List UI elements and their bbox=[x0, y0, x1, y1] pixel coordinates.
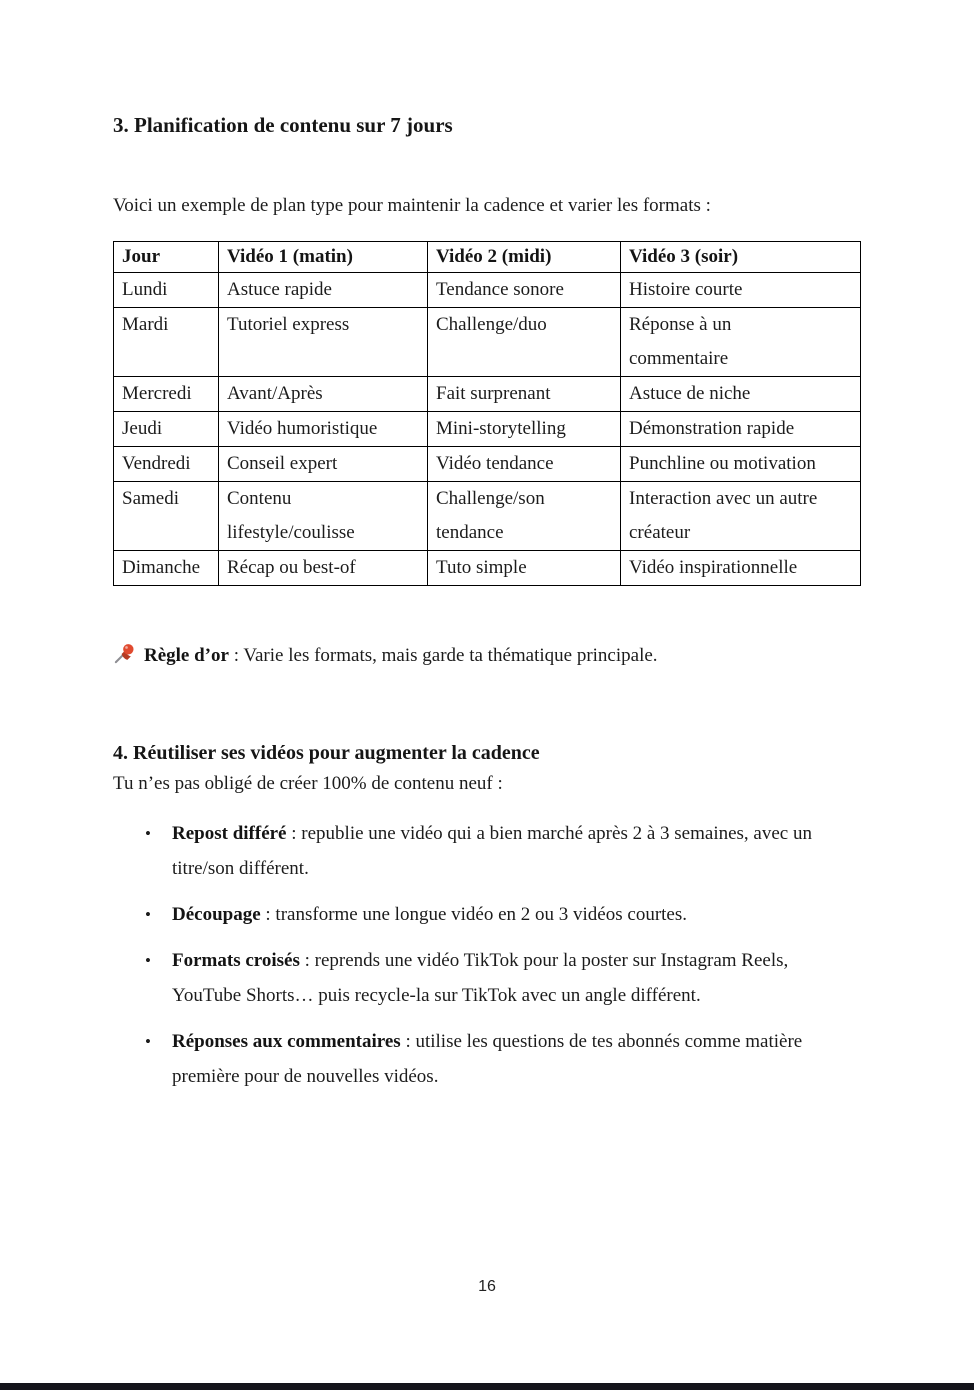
table-cell: Tutoriel express bbox=[219, 308, 428, 377]
bullet-text: : utilise les questions de tes abonnés comme matière première pour de nouvelles vidéos. bbox=[172, 1031, 803, 1087]
page-number: 16 bbox=[478, 1278, 496, 1295]
table-cell: Tendance sonore bbox=[428, 273, 621, 308]
golden-rule-callout bbox=[113, 642, 861, 670]
list-item bbox=[113, 816, 813, 886]
table-row bbox=[114, 273, 861, 308]
table-cell-day: Samedi bbox=[114, 482, 219, 551]
bottom-bar bbox=[0, 1383, 974, 1390]
table-cell: Conseil expert bbox=[219, 447, 428, 482]
table-cell: Avant/Après bbox=[219, 377, 428, 412]
section-3-intro: Voici un exemple de plan type pour maintenir la cadence et varier les formats : bbox=[113, 195, 711, 216]
list-item bbox=[113, 897, 813, 932]
table-cell: Contenu lifestyle/coulisse bbox=[219, 482, 428, 551]
list-item bbox=[113, 943, 813, 1013]
table-cell-day: Mercredi bbox=[114, 377, 219, 412]
table-cell: Astuce de niche bbox=[621, 377, 861, 412]
bullet-text: : reprends une vidéo TikTok pour la poster sur Instagram Reels, YouTube Shorts… puis recycle-la sur TikTok avec un angle différent. bbox=[172, 950, 789, 1006]
bullet-label: Découpage bbox=[172, 904, 261, 925]
table-row bbox=[114, 551, 861, 586]
column-header-video3: Vidéo 3 (soir) bbox=[621, 242, 861, 273]
bullet-label: Réponses aux commentaires bbox=[172, 1031, 401, 1052]
section-4-intro: Tu n’es pas obligé de créer 100% de contenu neuf : bbox=[113, 773, 503, 794]
table-cell: Interaction avec un autre créateur bbox=[621, 482, 861, 551]
table-cell-day: Vendredi bbox=[114, 447, 219, 482]
table-cell: Challenge/duo bbox=[428, 308, 621, 377]
table-cell: Astuce rapide bbox=[219, 273, 428, 308]
column-header-video2: Vidéo 2 (midi) bbox=[428, 242, 621, 273]
table-cell: Tuto simple bbox=[428, 551, 621, 586]
table-cell: Vidéo humoristique bbox=[219, 412, 428, 447]
bullet-label: Repost différé bbox=[172, 823, 287, 844]
table-cell: Punchline ou motivation bbox=[621, 447, 861, 482]
bullet-text: : republie une vidéo qui a bien marché après 2 à 3 semaines, avec un titre/son différent. bbox=[172, 823, 812, 879]
content-plan-table bbox=[113, 241, 861, 586]
bullet-text: : transforme une longue vidéo en 2 ou 3 vidéos courtes. bbox=[260, 904, 687, 925]
reuse-tips-list bbox=[113, 816, 813, 1094]
table-cell-day: Dimanche bbox=[114, 551, 219, 586]
table-row bbox=[114, 482, 861, 551]
table-cell: Challenge/son tendance bbox=[428, 482, 621, 551]
golden-rule-label: Règle d’or bbox=[144, 645, 229, 666]
bullet-label: Formats croisés bbox=[172, 950, 300, 971]
bullet-icon: • bbox=[145, 951, 151, 970]
table-cell: Récap ou best-of bbox=[219, 551, 428, 586]
column-header-jour: Jour bbox=[114, 242, 219, 273]
column-header-video1: Vidéo 1 (matin) bbox=[219, 242, 428, 273]
table-cell: Démonstration rapide bbox=[621, 412, 861, 447]
table-cell: Vidéo tendance bbox=[428, 447, 621, 482]
table-row bbox=[114, 447, 861, 482]
table-cell: Vidéo inspirationnelle bbox=[621, 551, 861, 586]
bullet-icon: • bbox=[145, 1032, 151, 1051]
section-4-title: 4. Réutiliser ses vidéos pour augmenter la cadence bbox=[113, 742, 540, 764]
table-row bbox=[114, 308, 861, 377]
table-header-row bbox=[114, 242, 861, 273]
table-cell-day: Lundi bbox=[114, 273, 219, 308]
bullet-icon: • bbox=[145, 824, 151, 843]
table-cell: Réponse à un commentaire bbox=[621, 308, 861, 377]
table-cell: Mini-storytelling bbox=[428, 412, 621, 447]
pushpin-icon bbox=[113, 642, 136, 665]
table-cell-day: Jeudi bbox=[114, 412, 219, 447]
list-item bbox=[113, 1024, 813, 1094]
table-cell: Histoire courte bbox=[621, 273, 861, 308]
golden-rule-text: : Varie les formats, mais garde ta thématique principale. bbox=[228, 645, 658, 666]
table-row bbox=[114, 377, 861, 412]
table-cell: Fait surprenant bbox=[428, 377, 621, 412]
section-3-title: 3. Planification de contenu sur 7 jours bbox=[113, 113, 453, 137]
bullet-icon: • bbox=[145, 905, 151, 924]
table-cell-day: Mardi bbox=[114, 308, 219, 377]
table-row bbox=[114, 412, 861, 447]
